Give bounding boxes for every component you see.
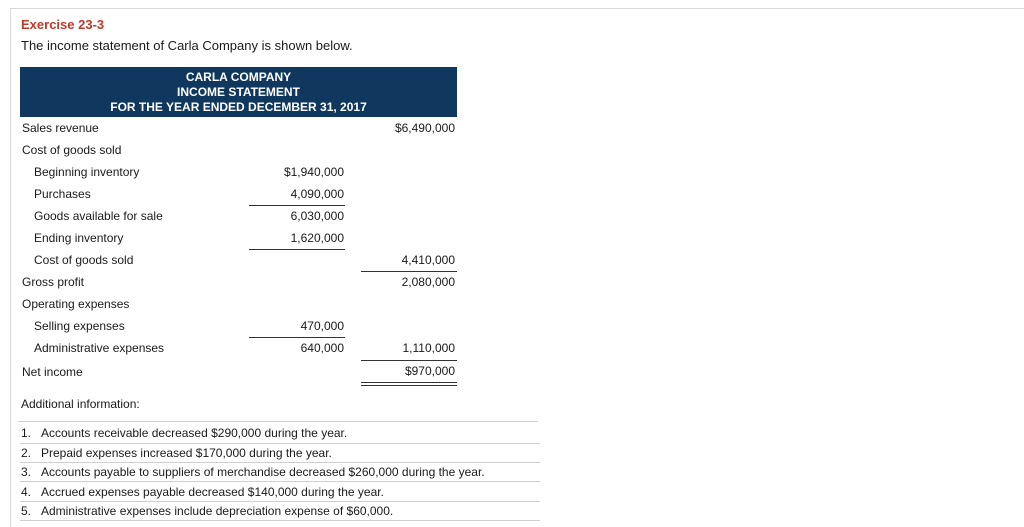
row-subamount: 4,090,000 [290,187,344,201]
row-subamount: 6,030,000 [290,209,344,223]
row-label: Selling expenses [34,319,125,333]
row-amount: 1,110,000 [402,341,455,355]
row-subamount: 470,000 [300,319,344,333]
item-text: Accounts payable to suppliers of merchandise decreased $260,000 during the year. [41,465,485,479]
item-number: 5. [21,504,32,518]
list-divider [20,462,540,463]
row-beginning-inventory [20,161,457,183]
row-amount: $970,000 [404,364,455,378]
row-label: Goods available for sale [34,209,163,223]
item-number: 2. [21,445,32,460]
double-underline [361,382,457,386]
row-opex-header [20,293,457,315]
additional-info-list [21,425,485,523]
statement-period: FOR THE YEAR ENDED DECEMBER 31, 2017 [110,99,367,114]
list-divider [20,481,540,482]
item-text: Accrued expenses payable decreased $140,000 during the year. [41,484,384,499]
item-text: Administrative expenses include depreciation expense of $60,000. [41,504,394,518]
row-subamount: 640,000 [300,341,344,355]
row-label: Purchases [34,187,91,201]
row-selling-expenses [20,315,457,337]
statement-name: INCOME STATEMENT [177,84,300,99]
row-ending-inventory [20,227,457,249]
statement-header [20,67,457,117]
item-text: Prepaid expenses increased $170,000 during the year. [41,445,332,460]
divider [18,421,538,422]
list-item [21,425,485,445]
row-amount: 2,080,000 [401,275,455,289]
exercise-intro: The income statement of Carla Company is shown below. [21,38,353,53]
row-amount: $6,490,000 [394,121,455,135]
item-text: Accounts receivable decreased $290,000 during the year. [41,426,348,440]
row-gross-profit [20,271,457,293]
item-number: 1. [21,426,32,440]
list-divider [20,520,540,521]
income-statement [20,67,457,383]
row-subamount: 1,620,000 [290,231,344,245]
additional-info-heading: Additional information: [21,397,140,411]
row-label: Ending inventory [34,231,124,245]
row-net-income [20,359,457,383]
exercise-title: Exercise 23-3 [21,17,105,32]
list-divider [20,443,540,444]
row-label: Beginning inventory [34,165,140,179]
row-goods-available [20,205,457,227]
list-divider [20,501,540,502]
row-sales-revenue [20,117,457,139]
item-number: 3. [21,465,32,479]
row-administrative-expenses [20,337,457,359]
row-purchases [20,183,457,205]
row-amount: 4,410,000 [401,253,455,267]
company-name: CARLA COMPANY [185,69,292,84]
item-number: 4. [21,484,32,499]
row-label: Gross profit [22,275,85,289]
row-label: Operating expenses [22,297,130,311]
subtotal-underline [249,337,345,338]
row-label: Net income [22,365,83,379]
row-cogs-header [20,139,457,161]
row-label: Cost of goods sold [34,253,134,267]
row-subamount: $1,940,000 [283,165,344,179]
row-label: Sales revenue [22,121,99,135]
row-label: Administrative expenses [34,341,165,355]
row-label: Cost of goods sold [22,143,122,157]
row-cost-of-goods-sold [20,249,457,271]
